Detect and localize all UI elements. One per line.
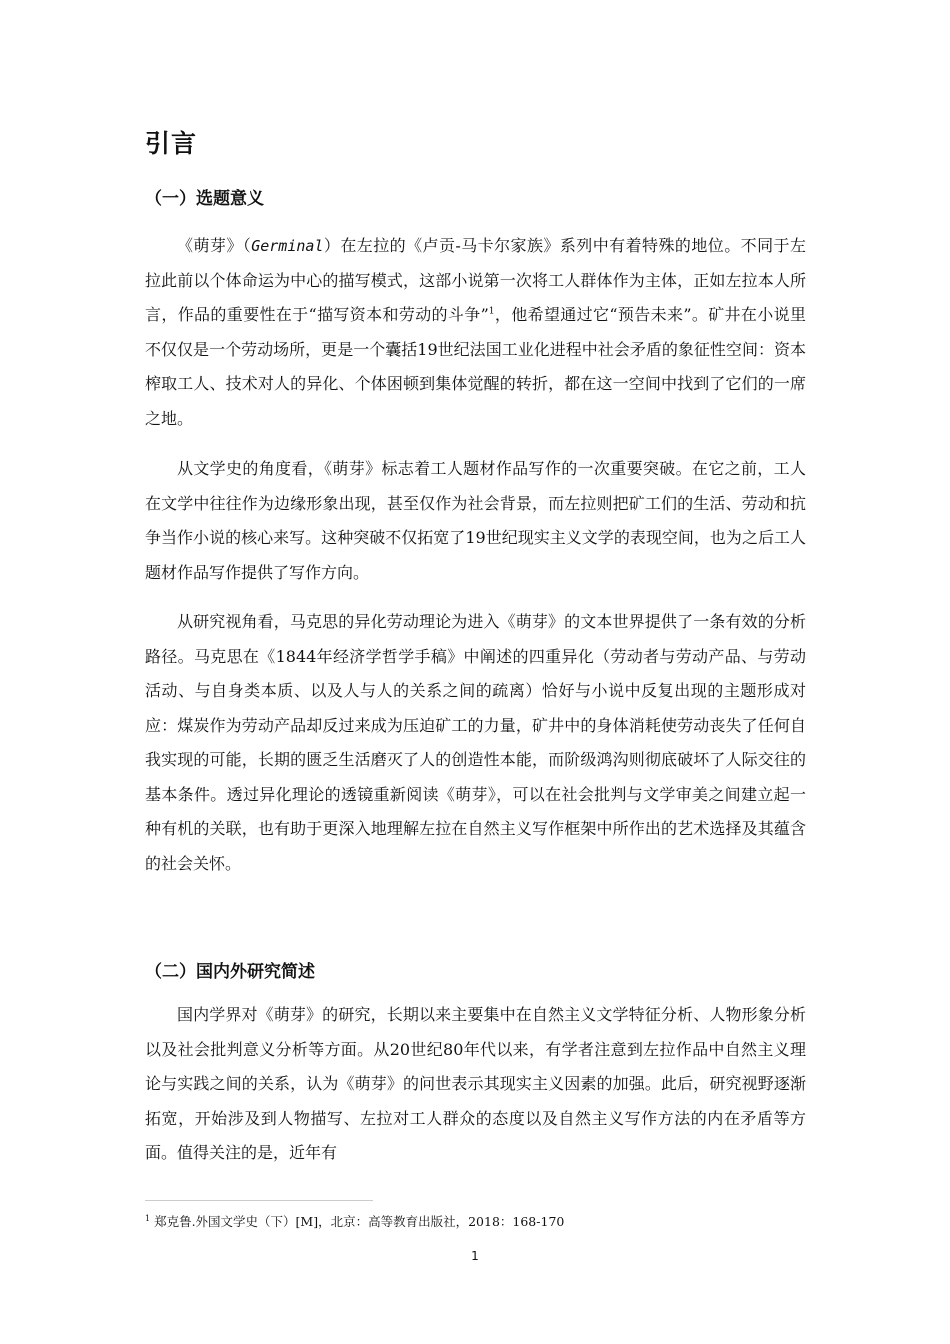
paragraph-1-part-c: ，他希望通过它“预告未来”。矿井在小说里不仅仅是一个劳动场所，更是一个囊括19世纪法国工业化进程中社会矛盾的象征性空间：资本榨取工人、技术对人的异化、个体困顿到集体觉醒的转折，都在这一空间中找到了它们的一席之地。 <box>145 305 806 428</box>
section-heading-topic-significance: （一）选题意义 <box>145 189 264 209</box>
footnote-ref-1[interactable]: 1 <box>488 306 495 317</box>
paragraph-1-part-a: 《萌芽》（ <box>177 236 252 255</box>
footnote-number: 1 <box>145 1213 151 1223</box>
germinal-italic: Germinal <box>251 237 324 255</box>
page-title: 引言 <box>145 129 198 158</box>
section-heading-research-review: （二）国内外研究简述 <box>145 962 315 982</box>
paragraph-4: 国内学界对《萌芽》的研究，长期以来主要集中在自然主义文学特征分析、人物形象分析以及社会批判意义分析等方面。从20世纪80年代以来，有学者注意到左拉作品中自然主义理论与实践之间的关系，认为《萌芽》的问世表示其现实主义因素的加强。此后，研究视野逐渐拓宽，开始涉及到人物描写、左拉对工人群众的态度以及自然主义写作方法的内在矛盾等方面。值得关注的是，近年有 <box>145 1005 806 1162</box>
footnote-1 <box>145 1212 564 1230</box>
footnote-text: 郑克鲁.外国文学史（下）[M]，北京：高等教育出版社，2018：168-170 <box>150 1214 565 1229</box>
footnote-separator <box>145 1200 373 1201</box>
page-number: 1 <box>471 1249 479 1263</box>
paragraph-1 <box>145 229 806 436</box>
paragraph-3: 从研究视角看，马克思的异化劳动理论为进入《萌芽》的文本世界提供了一条有效的分析路径。马克思在《1844年经济学哲学手稿》中阐述的四重异化（劳动者与劳动产品、与劳动活动、与自身类本质、以及人与人的关系之间的疏离）恰好与小说中反复出现的主题形成对应：煤炭作为劳动产品却反过来成为压迫矿工的力量，矿井中的身体消耗使劳动丧失了任何自我实现的可能，长期的匮乏生活磨灭了人的创造性本能，而阶级鸿沟则彻底破坏了人际交往的基本条件。透过异化理论的透镜重新阅读《萌芽》，可以在社会批判与文学审美之间建立起一种有机的关联，也有助于更深入地理解左拉在自然主义写作框架中所作出的艺术选择及其蕴含的社会关怀。 <box>145 612 806 873</box>
paragraph-2: 从文学史的角度看，《萌芽》标志着工人题材作品写作的一次重要突破。在它之前，工人在文学中往往作为边缘形象出现，甚至仅作为社会背景，而左拉则把矿工们的生活、劳动和抗争当作小说的核心来写。这种突破不仅拓宽了19世纪现实主义文学的表现空间，也为之后工人题材作品写作提供了写作方向。 <box>145 459 806 582</box>
paragraph-1-part-b: ）在左拉的《卢贡-马卡尔家族》系列中有着特殊的地位。不同于左拉此前以个体命运为中心的描写模式，这部小说第一次将工人群体作为主体，正如左拉本人所言，作品的重要性在于“描写资本和劳动的斗争” <box>145 236 806 324</box>
